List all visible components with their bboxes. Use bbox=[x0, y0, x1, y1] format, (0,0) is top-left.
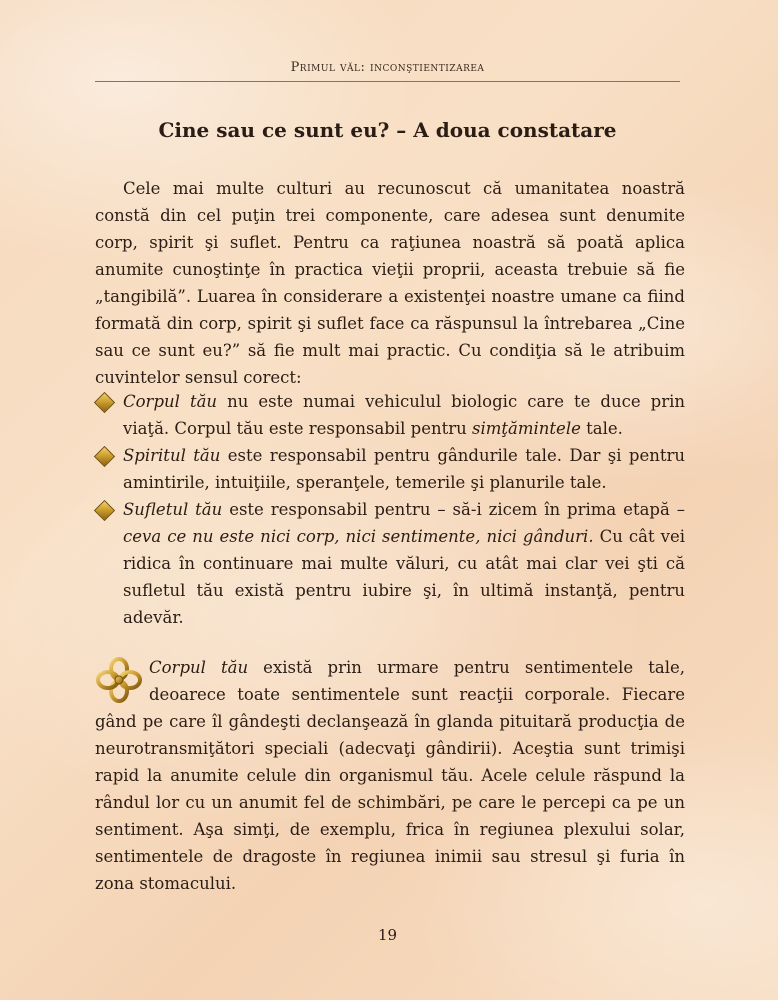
bullet-lead: Sufletul tău bbox=[123, 500, 223, 519]
running-head: Primul văl: inconştientizarea bbox=[290, 60, 485, 75]
gold-diamond-icon bbox=[94, 446, 115, 467]
bullet-lead: Corpul tău bbox=[123, 392, 218, 411]
bullet-list bbox=[95, 388, 685, 631]
bullet-emphasis: simţămintele bbox=[472, 419, 581, 438]
bullet-item-spirit bbox=[95, 442, 685, 496]
page-number: 19 bbox=[377, 926, 398, 944]
paragraph-lead: Corpul tău bbox=[149, 658, 249, 677]
gold-knot-emblem-icon bbox=[95, 656, 143, 704]
gold-diamond-icon bbox=[94, 392, 115, 413]
bullet-emphasis: ceva ce nu este nici corp, nici sentimente, nici gânduri. bbox=[123, 527, 594, 546]
section-title: Cine sau ce sunt eu? – A doua constatare bbox=[158, 118, 617, 142]
intro-paragraph: Cele mai multe culturi au recunoscut că umanitatea noastră constă din cel puţin trei componente, care adesea sunt denumite corp, spirit şi suflet. Pentru ca raţiunea noastră să poată aplica anumite cunoştinţe în practica vieţii proprii, aceasta trebuie să fie „tangibilă”. Luarea în considerare a existenţei noastre umane ca fiind formată din corp, spirit şi suflet face ca răspunsul la întrebarea „Cine sau ce sunt eu?” să fie mult mai practic. Cu condiţia să le atribuim cuvintelor sensul corect: bbox=[95, 179, 685, 387]
bullet-text: este responsabil pentru – să-i zicem în prima etapă – bbox=[222, 500, 685, 519]
bullet-lead: Spiritul tău bbox=[123, 446, 221, 465]
bullet-text: este responsabil pentru gândurile tale. Dar şi pentru amintirile, intuiţiile, speranţele, temerile şi planurile tale. bbox=[123, 446, 685, 492]
bullet-item-body bbox=[95, 388, 685, 442]
gold-diamond-icon bbox=[94, 500, 115, 521]
body-paragraph bbox=[95, 654, 685, 897]
paragraph-text: există prin urmare pentru sentimentele tale, deoarece toate sentimentele sunt reacţii corporale. Fiecare gând pe care îl gândeşti declanşează în glanda pituitară producţia de neurotransmiţători speciali (adecvaţi gândirii). Aceştia sunt trimişi rapid la anumite celule din organismul tău. Acele celule răspund la rândul lor cu un anumit fel de schimbări, pe care le percepi ca pe un sentiment. Aşa simţi, de exemplu, frica în regiunea plexului solar, sentimentele de dragoste în regiunea inimii sau stresul şi furia în zona stomacului. bbox=[95, 658, 685, 893]
bullet-text: nu este numai vehiculul biologic care te duce prin viaţă. Corpul tău este responsabil pentru bbox=[123, 392, 685, 438]
header-rule bbox=[95, 81, 680, 82]
bullet-item-soul bbox=[95, 496, 685, 631]
bullet-text-end: Cu cât vei ridica în continuare mai multe văluri, cu atât mai clar vei şti că sufletul tău există pentru iubire şi, în ultimă instanţă, pentru adevăr. bbox=[123, 527, 685, 627]
bullet-text-end: tale. bbox=[580, 419, 623, 438]
